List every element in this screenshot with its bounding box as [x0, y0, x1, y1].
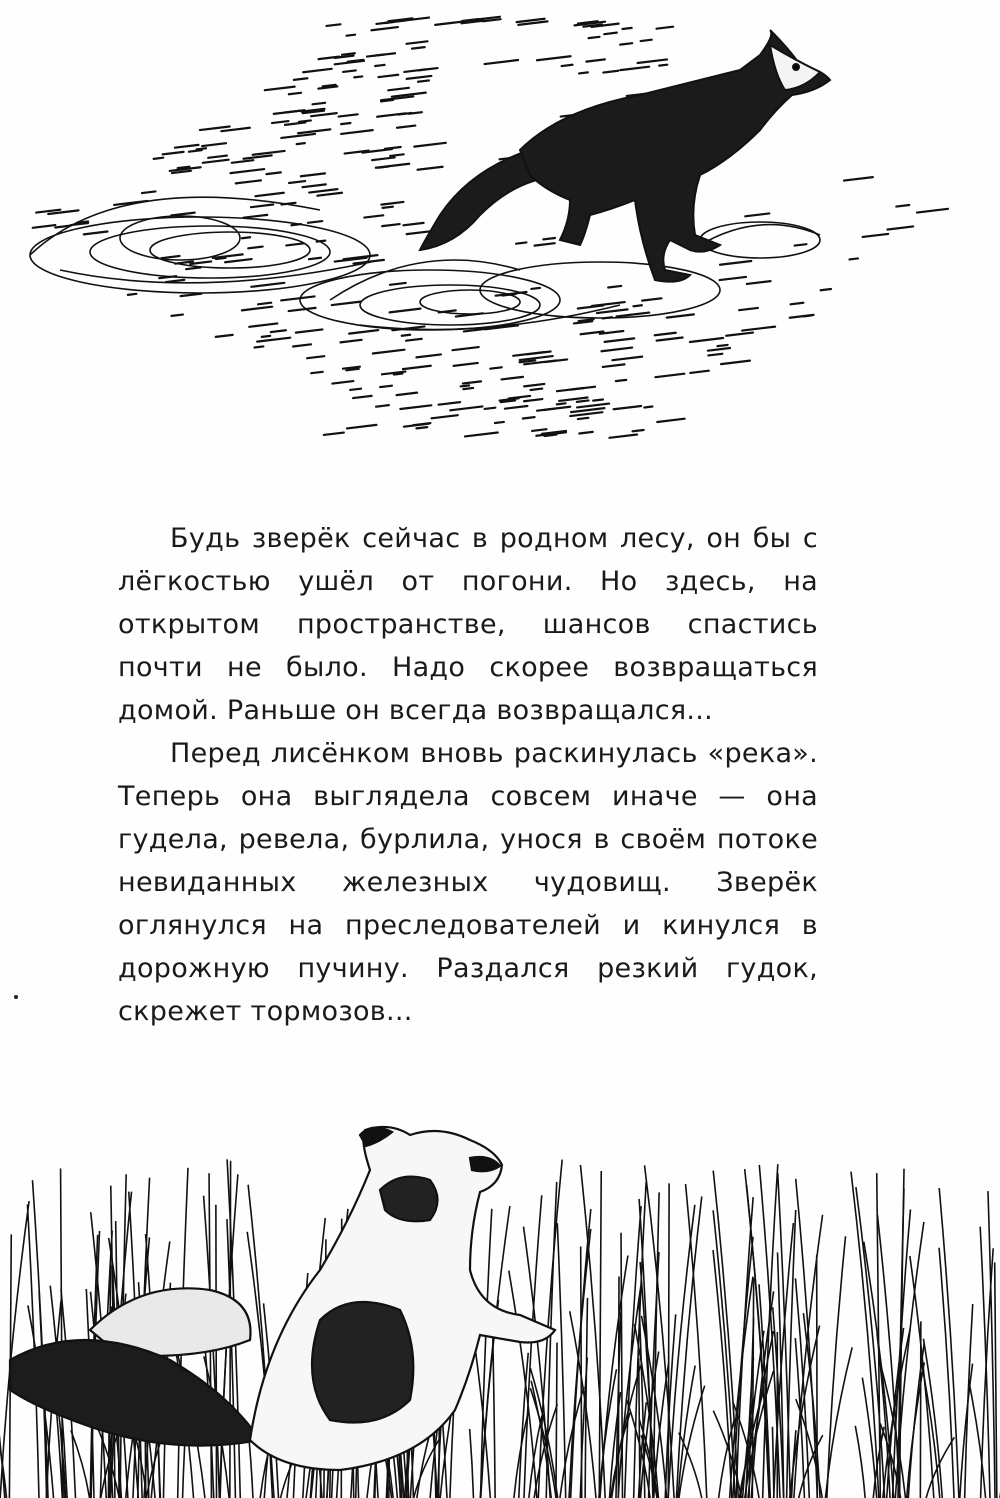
ice-hatch-stroke — [376, 405, 389, 407]
ice-hatch-stroke — [543, 238, 555, 239]
grass-blade — [0, 1201, 29, 1498]
ice-hatch-stroke — [332, 381, 353, 384]
ice-hatch-stroke — [381, 202, 403, 205]
ice-hatch-stroke — [516, 242, 526, 243]
ice-hatch-stroke — [586, 59, 604, 61]
ice-hatch-stroke — [225, 259, 251, 262]
ice-hatch-stroke — [414, 143, 446, 147]
ice-hatch-stroke — [620, 43, 632, 44]
grass-blade — [686, 1184, 707, 1498]
ice-hatch-stroke — [579, 72, 588, 73]
grass-blade — [556, 1343, 557, 1498]
ice-hatch-stroke — [189, 150, 202, 152]
ice-hatch-stroke — [341, 123, 350, 124]
ice-hatch-stroke — [216, 258, 225, 259]
ice-hatch-stroke — [657, 419, 684, 422]
ice-hatch-stroke — [178, 167, 190, 168]
ice-hatch-stroke — [612, 357, 642, 361]
ice-hatch-stroke — [385, 22, 394, 23]
ice-hatch-stroke — [406, 339, 422, 341]
ice-hatch-stroke — [171, 213, 195, 216]
ice-hatch-stroke — [641, 40, 652, 41]
ice-hatch-stroke — [289, 308, 316, 311]
ice-hatch-stroke — [452, 347, 478, 350]
ice-hatch-stroke — [394, 374, 403, 375]
ice-hatch-stroke — [655, 374, 684, 377]
ice-hatch-stroke — [454, 363, 478, 366]
ice-hatch-stroke — [339, 114, 358, 116]
ice-hatch-stroke — [257, 338, 290, 342]
ice-hatch-stroke — [244, 215, 268, 218]
ice-hatch-stroke — [524, 384, 544, 386]
ice-hatch-stroke — [175, 145, 199, 148]
ice-hatch-stroke — [614, 406, 641, 409]
ice-hatch-stroke — [33, 225, 56, 228]
ice-hatch-stroke — [388, 88, 409, 90]
ice-hatch-stroke — [251, 205, 273, 208]
ice-hatch-stroke — [285, 111, 300, 113]
ice-hatch-stroke — [311, 113, 337, 116]
ice-hatch-stroke — [917, 209, 948, 213]
ice-hatch-stroke — [249, 323, 277, 326]
ice-hatch-stroke — [404, 424, 429, 427]
ice-hatch-stroke — [896, 205, 909, 207]
ice-hatch-stroke — [403, 366, 431, 369]
grass-blade — [713, 1210, 735, 1498]
ice-hatch-stroke — [142, 191, 155, 193]
ice-hatch-stroke — [367, 54, 385, 56]
fox-running-on-ice-icon — [420, 30, 830, 282]
ice-hatch-stroke — [253, 151, 285, 155]
ice-hatch-stroke — [407, 76, 432, 79]
ice-hatch-stroke — [577, 400, 589, 401]
ice-hatch-stroke — [747, 281, 771, 284]
story-paragraph: Будь зверёк сейчас в родном лесу, он бы с лёгкостью ушёл от погони. Но здесь, на открытом пространстве, шансов спастись почти не было. Надо скорее возвращаться домой. Раньше он всегда возвращался... — [118, 523, 818, 726]
ice-hatch-stroke — [439, 402, 461, 405]
ice-hatch-stroke — [311, 372, 322, 373]
ice-hatch-stroke — [791, 303, 804, 305]
ice-hatch-stroke — [255, 193, 283, 196]
ice-hatch-stroke — [271, 330, 286, 332]
ice-hatch-stroke — [221, 128, 249, 131]
ice-hatch-stroke — [258, 303, 271, 305]
ice-hatch-stroke — [354, 76, 362, 77]
ice-hatch-stroke — [342, 53, 355, 55]
ice-hatch-stroke — [708, 354, 722, 356]
ice-hatch-stroke — [620, 67, 649, 70]
ice-hatch-stroke — [390, 154, 404, 156]
ice-hatch-stroke — [390, 309, 421, 313]
grass-blade — [470, 1429, 474, 1498]
story-text — [118, 517, 818, 1033]
grass-blade — [679, 1433, 702, 1498]
ice-hatch-stroke — [605, 338, 635, 342]
ice-hatch-stroke — [795, 244, 807, 245]
ice-hatch-stroke — [293, 344, 311, 346]
ice-hatch-stroke — [708, 348, 730, 351]
ice-hatch-stroke — [418, 167, 443, 170]
ice-hatch-stroke — [485, 408, 496, 409]
ice-hatch-stroke — [398, 113, 411, 115]
ice-hatch-stroke — [318, 86, 337, 88]
ice-hatch-stroke — [216, 335, 233, 337]
ice-hatch-stroke — [289, 181, 305, 183]
fox-running-illustration — [0, 0, 1000, 460]
ice-hatch-stroke — [742, 327, 775, 331]
ice-hatch-stroke — [324, 433, 344, 435]
ice-hatch-stroke — [197, 148, 207, 149]
ice-hatch-stroke — [340, 340, 361, 343]
ice-hatch-stroke — [888, 226, 914, 229]
ice-hatch-stroke — [236, 180, 261, 183]
ice-hatch-stroke — [248, 247, 262, 249]
ice-hatch-stroke — [463, 388, 473, 389]
ice-hatch-stroke — [379, 75, 399, 77]
ice-hatch-stroke — [544, 409, 554, 410]
ice-hatch-stroke — [863, 234, 888, 237]
ice-hatch-stroke — [181, 294, 202, 297]
ice-hatch-stroke — [242, 237, 250, 238]
ice-hatch-stroke — [154, 158, 164, 159]
ice-hatch-stroke — [412, 47, 425, 49]
ice-hatch-stroke — [308, 221, 322, 223]
ice-hatch-stroke — [166, 280, 184, 282]
ice-hatch-stroke — [844, 177, 873, 180]
ice-hatch-stroke — [376, 164, 409, 168]
ice-hatch-stroke — [524, 399, 542, 401]
ice-hatch-stroke — [622, 28, 631, 29]
ice-hatch-stroke — [281, 296, 314, 300]
ice-hatch-stroke — [450, 406, 482, 410]
ice-hatch-stroke — [301, 173, 325, 176]
ice-hatch-stroke — [200, 126, 230, 130]
ice-hatch-stroke — [350, 389, 361, 390]
ice-hatch-stroke — [608, 286, 621, 288]
ice-hatch-stroke — [531, 389, 543, 390]
ice-hatch-stroke — [638, 59, 667, 63]
ice-hatch-stroke — [720, 261, 751, 265]
ice-hatch-stroke — [726, 333, 753, 336]
ice-hatch-stroke — [579, 432, 592, 434]
grass-blade — [825, 1347, 852, 1498]
ice-hatch-stroke — [603, 364, 625, 367]
ice-hatch-stroke — [745, 213, 769, 216]
ice-hatch-stroke — [717, 345, 727, 346]
ice-hatch-stroke — [432, 415, 458, 418]
ice-hatch-stroke — [634, 305, 642, 306]
ice-hatch-stroke — [128, 294, 136, 295]
ice-hatch-stroke — [602, 348, 633, 352]
ice-hatch-stroke — [656, 27, 673, 29]
ice-hatch-stroke — [262, 336, 270, 337]
ice-hatch-stroke — [463, 381, 481, 383]
ice-hatch-stroke — [266, 172, 280, 174]
ice-hatch-stroke — [343, 70, 356, 72]
ice-hatch-stroke — [690, 338, 723, 342]
ice-hatch-stroke — [353, 396, 372, 398]
ice-hatch-stroke — [341, 130, 373, 134]
ice-hatch-stroke — [242, 307, 272, 311]
grass-blade — [668, 1183, 669, 1498]
grass-blade — [216, 1205, 217, 1498]
grass-blade — [939, 1188, 959, 1498]
ice-hatch-stroke — [577, 404, 609, 408]
ice-hatch-stroke — [317, 193, 342, 196]
ice-hatch-stroke — [375, 65, 384, 66]
ice-hatch-stroke — [416, 354, 441, 357]
skate-swirls — [30, 197, 820, 330]
ice-hatch-stroke — [397, 393, 418, 395]
ice-hatch-stroke — [821, 289, 831, 290]
ice-hatch-stroke — [578, 418, 588, 419]
ice-hatch-stroke — [302, 184, 325, 187]
grass-blade — [599, 1171, 601, 1498]
ice-hatch-stroke — [349, 330, 378, 333]
ice-hatch-stroke — [289, 93, 301, 94]
ice-hatch-stroke — [382, 224, 399, 226]
fox-in-grass-illustration — [0, 1110, 1000, 1498]
ice-hatch-stroke — [332, 302, 361, 305]
ice-hatch-stroke — [616, 380, 626, 381]
ice-hatch-stroke — [495, 422, 504, 423]
ice-hatch-stroke — [609, 435, 637, 438]
ice-hatch-stroke — [307, 356, 324, 358]
ice-hatch-stroke — [739, 308, 758, 310]
ice-hatch-stroke — [407, 41, 428, 44]
ice-hatch-stroke — [544, 435, 556, 436]
ice-hatch-stroke — [562, 65, 573, 66]
ice-hatch-stroke — [346, 369, 358, 370]
ice-hatch-stroke — [255, 346, 264, 347]
ice-hatch-stroke — [557, 403, 566, 404]
ice-hatch-stroke — [397, 126, 415, 128]
ice-hatch-stroke — [520, 356, 553, 360]
ice-hatch-stroke — [272, 121, 288, 123]
grass-blade — [855, 1426, 865, 1498]
ice-hatch-stroke — [418, 80, 429, 81]
grass-blade — [557, 1223, 565, 1498]
ice-hatch-stroke — [485, 60, 519, 64]
ice-hatch-stroke — [720, 277, 746, 280]
ice-hatch-stroke — [230, 169, 264, 173]
ice-hatch-stroke — [286, 243, 303, 245]
ice-hatch-stroke — [186, 267, 201, 269]
ice-hatch-stroke — [523, 417, 535, 418]
ice-hatch-stroke — [163, 152, 184, 155]
ice-hatch-stroke — [603, 71, 618, 73]
ice-hatch-stroke — [372, 157, 394, 160]
ice-hatch-stroke — [297, 143, 305, 144]
ice-hatch-stroke — [537, 56, 571, 60]
ice-hatch-stroke — [435, 22, 461, 25]
ice-hatch-stroke — [490, 367, 501, 368]
ice-hatch-stroke — [161, 256, 179, 258]
ice-hatch-stroke — [347, 35, 356, 36]
ice-hatch-stroke — [294, 78, 308, 80]
ice-hatch-stroke — [465, 433, 498, 437]
ice-hatch-stroke — [531, 288, 540, 289]
ice-hatch-stroke — [571, 387, 595, 390]
ice-hatch-stroke — [383, 207, 393, 208]
ice-hatch-stroke — [644, 407, 652, 408]
ice-hatch-stroke — [535, 243, 555, 245]
grass-blade — [713, 1250, 732, 1498]
ice-hatch-stroke — [385, 147, 401, 149]
ice-hatch-stroke — [380, 386, 392, 387]
ice-hatch-stroke — [265, 87, 295, 91]
ice-hatch-stroke — [461, 385, 470, 386]
ice-hatch-stroke — [509, 396, 530, 399]
ice-hatch-stroke — [403, 223, 423, 225]
ice-hatch-stroke — [327, 24, 341, 26]
ice-hatch-stroke — [208, 156, 227, 158]
ice-hatch-stroke — [400, 405, 431, 409]
ice-hatch-stroke — [657, 338, 683, 341]
ice-hatch-stroke — [364, 215, 383, 217]
ice-hatch-stroke — [313, 103, 326, 105]
ice-hatch-stroke — [244, 155, 272, 158]
ice-hatch-stroke — [655, 333, 676, 336]
ice-hatch-stroke — [589, 37, 600, 38]
ice-hatch-stroke — [309, 258, 321, 259]
grass-blade — [570, 1311, 596, 1498]
ice-hatch-stroke — [202, 143, 226, 146]
ice-hatch-stroke — [309, 189, 337, 192]
grass-blade — [851, 1172, 879, 1498]
ice-hatch-stroke — [303, 69, 332, 72]
ice-hatch-stroke — [505, 406, 527, 409]
ice-hatch-stroke — [667, 314, 694, 317]
ice-hatch-stroke — [604, 33, 617, 35]
ice-hatch-stroke — [578, 305, 604, 308]
ice-hatch-stroke — [404, 69, 426, 72]
ice-hatch-stroke — [593, 399, 603, 400]
story-paragraph: Перед лисёнком вновь раскинулась «река». Теперь она выглядела совсем иначе — она гудела, ревела, бурлила, унося в своём потоке невиданных железных чудовищ. Зверёк оглянулся на преследователей и кинулся в дорожную пучину. Раздался резкий гудок, скрежет тормозов... — [118, 738, 818, 1027]
grass-blade — [713, 1171, 738, 1498]
ice-hatch-stroke — [285, 122, 305, 124]
ice-hatch-stroke — [371, 27, 397, 30]
ice-hatch-stroke — [532, 429, 546, 431]
ice-hatch-stroke — [633, 430, 644, 431]
ice-hatch-stroke — [502, 377, 523, 380]
ice-hatch-stroke — [402, 335, 410, 336]
ice-hatch-stroke — [570, 412, 602, 416]
ice-hatch-stroke — [347, 425, 376, 429]
ice-hatch-stroke — [84, 232, 108, 235]
grass-blade — [862, 1378, 876, 1498]
print-speck — [14, 995, 18, 999]
ice-hatch-stroke — [171, 315, 182, 316]
ice-hatch-stroke — [574, 321, 592, 323]
ice-hatch-stroke — [298, 129, 330, 133]
ice-hatch-stroke — [281, 134, 315, 138]
ice-hatch-stroke — [721, 361, 750, 364]
ice-hatch-stroke — [203, 160, 229, 163]
grass-blade — [32, 1180, 48, 1498]
ice-hatch-stroke — [251, 283, 284, 287]
ice-hatch-stroke — [803, 315, 811, 316]
grass-blade — [585, 1298, 587, 1498]
ice-hatch-stroke — [296, 329, 323, 332]
ice-hatch-stroke — [232, 160, 254, 163]
ice-hatch-stroke — [659, 65, 667, 66]
ice-hatch-stroke — [849, 258, 858, 259]
ice-hatch-stroke — [390, 283, 406, 285]
ice-hatch-stroke — [416, 427, 427, 428]
ice-hatch-stroke — [373, 350, 405, 354]
ice-hatch-stroke — [642, 298, 661, 300]
grass-blade — [581, 1247, 582, 1498]
ice-hatch-stroke — [690, 371, 708, 373]
